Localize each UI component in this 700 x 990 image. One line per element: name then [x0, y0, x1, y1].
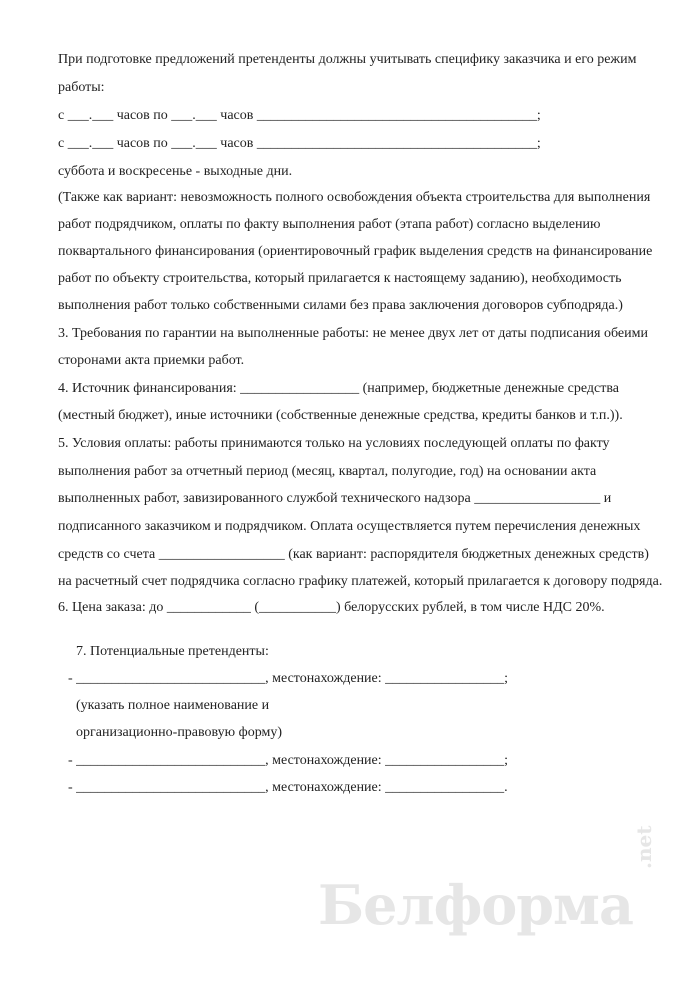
text-line: с ___.___ часов по ___.___ часов ________________________________________; — [58, 136, 541, 151]
text-line: (указать полное наименование и — [76, 698, 270, 713]
text-line: поквартального финансирования (ориентировочный график выделения средств на финансирование — [58, 244, 653, 259]
text-line: (Также как вариант: невозможность полного освобождения объекта строительства для выполнения — [58, 190, 651, 205]
text-line: - ___________________________, местонахождение: _________________; — [68, 671, 509, 686]
text-line: - ___________________________, местонахождение: _________________; — [68, 753, 509, 768]
watermark-logo — [318, 825, 656, 937]
text-line: 7. Потенциальные претенденты: — [76, 644, 269, 659]
text-line: организационно-правовую форму) — [76, 725, 283, 740]
text-line: работы: — [58, 80, 105, 95]
text-line: работ подрядчиком, оплаты по факту выполнения работ (этапа работ) согласно выделению — [58, 217, 601, 232]
text-line: работ по объекту строительства, который прилагается к настоящему заданию), необходимость — [58, 271, 622, 286]
text-line: 3. Требования по гарантии на выполненные работы: не менее двух лет от даты подписания обеими — [58, 326, 648, 341]
watermark-suffix: .net — [632, 825, 656, 869]
text-line: - ___________________________, местонахождение: _________________. — [68, 780, 508, 795]
text-line: средств со счета __________________ (как вариант: распорядителя бюджетных денежных средств) — [58, 547, 649, 562]
text-line: выполненных работ, завизированного службой технического надзора __________________ и — [58, 491, 612, 506]
text-line: 4. Источник финансирования: _________________ (например, бюджетные денежные средства — [58, 381, 619, 396]
text-line: 5. Условия оплаты: работы принимаются только на условиях последующей оплаты по факту — [58, 436, 610, 451]
text-line: выполнения работ за отчетный период (месяц, квартал, полугодие, год) на основании акта — [58, 464, 597, 479]
text-line: суббота и воскресенье - выходные дни. — [58, 164, 293, 179]
text-line: выполнения работ только собственными силами без права заключения договоров субподряда.) — [58, 298, 623, 313]
watermark-brand: Белформа — [318, 873, 633, 937]
text-line: на расчетный счет подрядчика согласно графику платежей, который прилагается к договору подряда. — [58, 574, 663, 589]
text-line: (местный бюджет), иные источники (собственные денежные средства, кредиты банков и т.п.)). — [58, 408, 623, 423]
text-line: сторонами акта приемки работ. — [58, 353, 245, 368]
text-line: подписанного заказчиком и подрядчиком. Оплата осуществляется путем перечисления денежных — [58, 519, 641, 534]
text-line: с ___.___ часов по ___.___ часов ________________________________________; — [58, 108, 541, 123]
text-line: 6. Цена заказа: до ____________ (___________) белорусских рублей, в том числе НДС 20%. — [58, 600, 605, 615]
text-line: При подготовке предложений претенденты должны учитывать специфику заказчика и его режим — [58, 52, 637, 67]
